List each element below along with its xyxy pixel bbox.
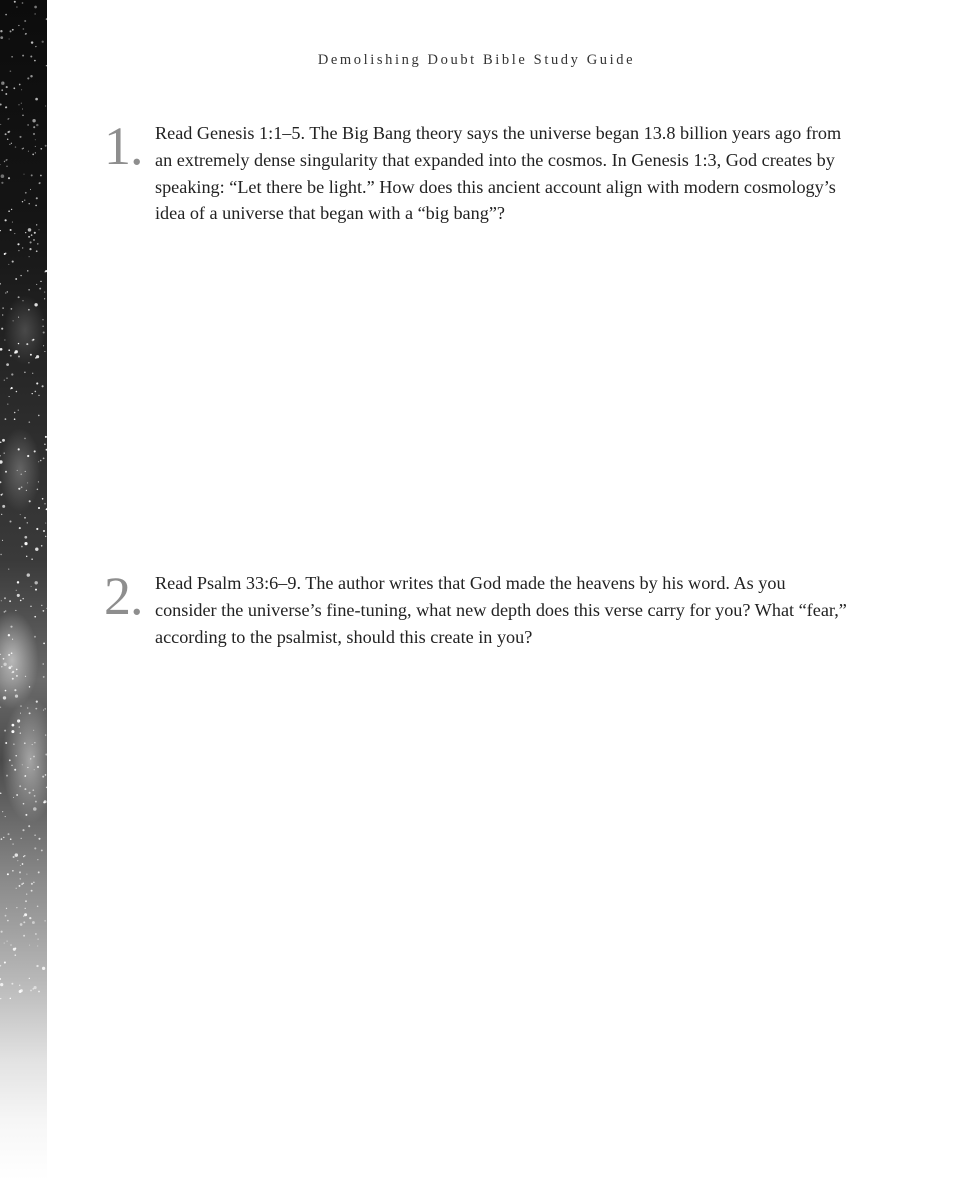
question-number: 2. [104, 566, 143, 626]
starfield-side-strip [0, 0, 47, 1180]
question-number: 1. [104, 116, 143, 176]
running-head-title: Demolishing Doubt Bible Study Guide [317, 52, 636, 68]
starfield-image [0, 0, 47, 1180]
question-text: Read Psalm 33:6–9. The author writes that God made the heavens by his word. As you consider the universe’s fine-tuning, what new depth does this verse carry for you? What “fear,” according to the psalmist, should this create in you? [155, 573, 847, 647]
question-text: Read Genesis 1:1–5. The Big Bang theory says the universe began 13.8 billion years ago from an extremely dense singularity that expanded into the cosmos. In Genesis 1:3, God creates by speaking: “Let there be light.” How does this ancient account align with modern cosmology’s idea of a universe that began with a “big bang”? [155, 123, 842, 224]
